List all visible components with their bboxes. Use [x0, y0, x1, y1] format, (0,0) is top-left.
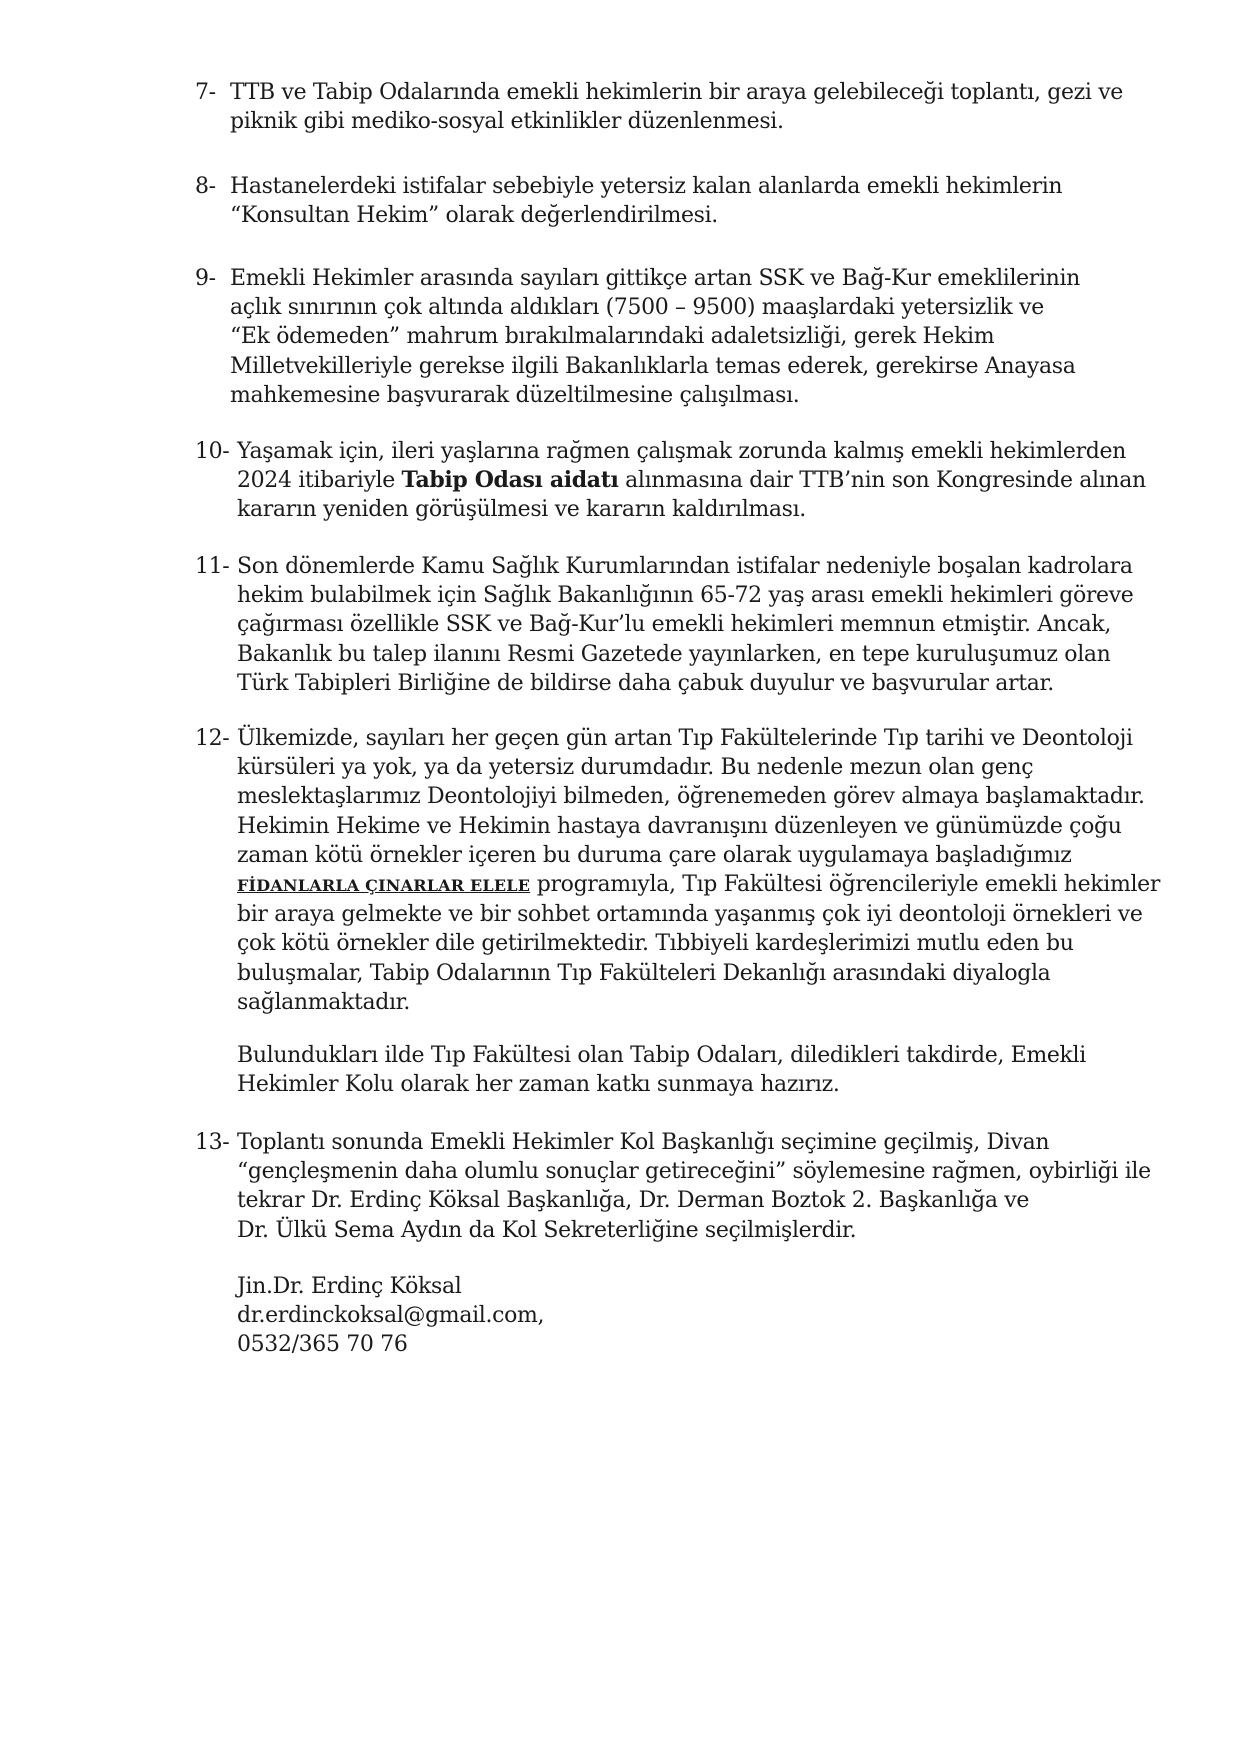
item-line: kararın yeniden görüşülmesi ve kararın kaldırılması. — [237, 497, 806, 523]
program-name: FİDANLARLA ÇINARLAR ELELE — [237, 876, 531, 896]
item-line: piknik gibi mediko-sosyal etkinlikler düzenlenmesi. — [230, 109, 784, 135]
item-line — [195, 870, 1215, 900]
item-line: tekrar Dr. Erdinç Köksal Başkanlığa, Dr. Derman Boztok 2. Başkanlığa ve — [237, 1188, 1030, 1214]
item-line: bir araya gelmekte ve bir sohbet ortamında yaşanmış çok iyi deontoloji örnekleri ve — [237, 902, 1143, 928]
signature-email: dr.erdinckoksal@gmail.com, — [237, 1303, 545, 1329]
item-line: Son dönemlerde Kamu Sağlık Kurumlarından istifalar nedeniyle boşalan kadrolara — [237, 554, 1133, 579]
item-line: Milletvekilleriyle gerekse ilgili Bakanlıklarla temas ederek, gerekirse Anayasa — [230, 353, 1076, 379]
item-line: kürsüleri ya yok, ya da yetersiz durumdadır. Bu nedenle mezun olan genç — [237, 755, 1034, 781]
item-number: 8- — [195, 174, 216, 199]
list-item-10 — [195, 437, 1215, 525]
list-item-9 — [195, 264, 1215, 410]
item-line: çağırması özellikle SSK ve Bağ-Kur’lu emekli hekimleri memnun etmiştir. Ancak, — [237, 612, 1112, 638]
item-line: açlık sınırının çok altında aldıkları (7500 – 9500) maaşlardaki yetersizlik ve — [230, 295, 1044, 321]
item-number: 11- — [195, 554, 230, 579]
item-line: buluşmalar, Tabip Odalarının Tıp Fakülteleri Dekanlığı arasındaki diyalogla — [237, 960, 1051, 986]
item-text: 2024 itibariyle — [237, 468, 402, 494]
item-line: çok kötü örnekler dile getirilmektedir. Tıbbiyeli kardeşlerimizi mutlu eden bu — [237, 931, 1074, 957]
item-line: mahkemesine başvurarak düzeltilmesine çalışılması. — [230, 382, 800, 408]
list-item-11 — [195, 552, 1215, 698]
signature-phone: 0532/365 70 76 — [237, 1332, 408, 1358]
item-line: Ülkemizde, sayıları her geçen gün artan Tıp Fakültelerinde Tıp tarihi ve Deontoloji — [237, 726, 1133, 751]
item-number: 9- — [195, 266, 216, 291]
extra-paragraph — [237, 1041, 1086, 1099]
item-line: “gençleşmenin daha olumlu sonuçlar getireceğini” söylemesine rağmen, oybirliği ile — [237, 1159, 1151, 1185]
list-item-7 — [195, 78, 1215, 136]
item-line: meslektaşlarımız Deontolojiyi bilmeden, öğrenemeden görev almaya başlamaktadır. — [237, 784, 1145, 810]
item-line: Hekimin Hekime ve Hekimin hastaya davranışını düzenleyen ve günümüzde çoğu — [237, 813, 1122, 839]
item-number: 10- — [195, 439, 230, 464]
item-line: Yaşamak için, ileri yaşlarına rağmen çalışmak zorunda kalmış emekli hekimlerden — [237, 439, 1126, 464]
item-line: Türk Tabipleri Birliğine de bildirse daha çabuk duyulur ve başvurular artar. — [237, 670, 1054, 696]
list-item-12 — [195, 724, 1215, 1017]
item-line: Bakanlık bu talep ilanını Resmi Gazetede yayınlarken, en tepe kuruluşumuz olan — [237, 641, 1111, 667]
item-line: Hastanelerdeki istifalar sebebiyle yetersiz kalan alanlarda emekli hekimlerin — [230, 174, 1063, 199]
item-line: Emekli Hekimler arasında sayıları gittikçe artan SSK ve Bağ-Kur emeklilerinin — [230, 266, 1080, 291]
item-text: alınmasına dair TTB’nin son Kongresinde alınan — [618, 468, 1146, 494]
item-line: “Ek ödemeden” mahrum bırakılmalarındaki adaletsizliği, gerek Hekim — [230, 324, 995, 350]
bold-phrase: Tabip Odası aidatı — [401, 467, 619, 494]
item-line: hekim bulabilmek için Sağlık Bakanlığının 65-72 yaş arası emekli hekimleri göreve — [237, 583, 1134, 609]
item-line: sağlanmaktadır. — [237, 989, 411, 1015]
item-line: Dr. Ülkü Sema Aydın da Kol Sekreterliğine seçilmişlerdir. — [237, 1217, 857, 1243]
item-line: zaman kötü örnekler içeren bu duruma çare olarak uygulamaya başladığımız — [237, 842, 1072, 868]
list-item-13 — [195, 1128, 1215, 1245]
paragraph-line: Bulundukları ilde Tıp Fakültesi olan Tabip Odaları, diledikleri takdirde, Emekli — [237, 1043, 1086, 1068]
item-number: 12- — [195, 726, 230, 751]
item-line — [195, 466, 1215, 495]
item-line: Toplantı sonunda Emekli Hekimler Kol Başkanlığı seçimine geçilmiş, Divan — [237, 1130, 1050, 1155]
item-line: “Konsultan Hekim” olarak değerlendirilmesi. — [230, 203, 718, 229]
item-line: TTB ve Tabip Odalarında emekli hekimlerin bir araya gelebileceği toplantı, gezi ve — [230, 80, 1123, 105]
item-text: programıyla, Tıp Fakültesi öğrencileriyle emekli hekimler — [530, 872, 1160, 898]
list-item-8 — [195, 172, 1215, 230]
signature-name: Jin.Dr. Erdinç Köksal — [237, 1274, 462, 1299]
paragraph-line: Hekimler Kolu olarak her zaman katkı sunmaya hazırız. — [237, 1072, 840, 1098]
item-number: 7- — [195, 80, 216, 105]
signature-block — [237, 1272, 544, 1360]
item-number: 13- — [195, 1130, 230, 1155]
